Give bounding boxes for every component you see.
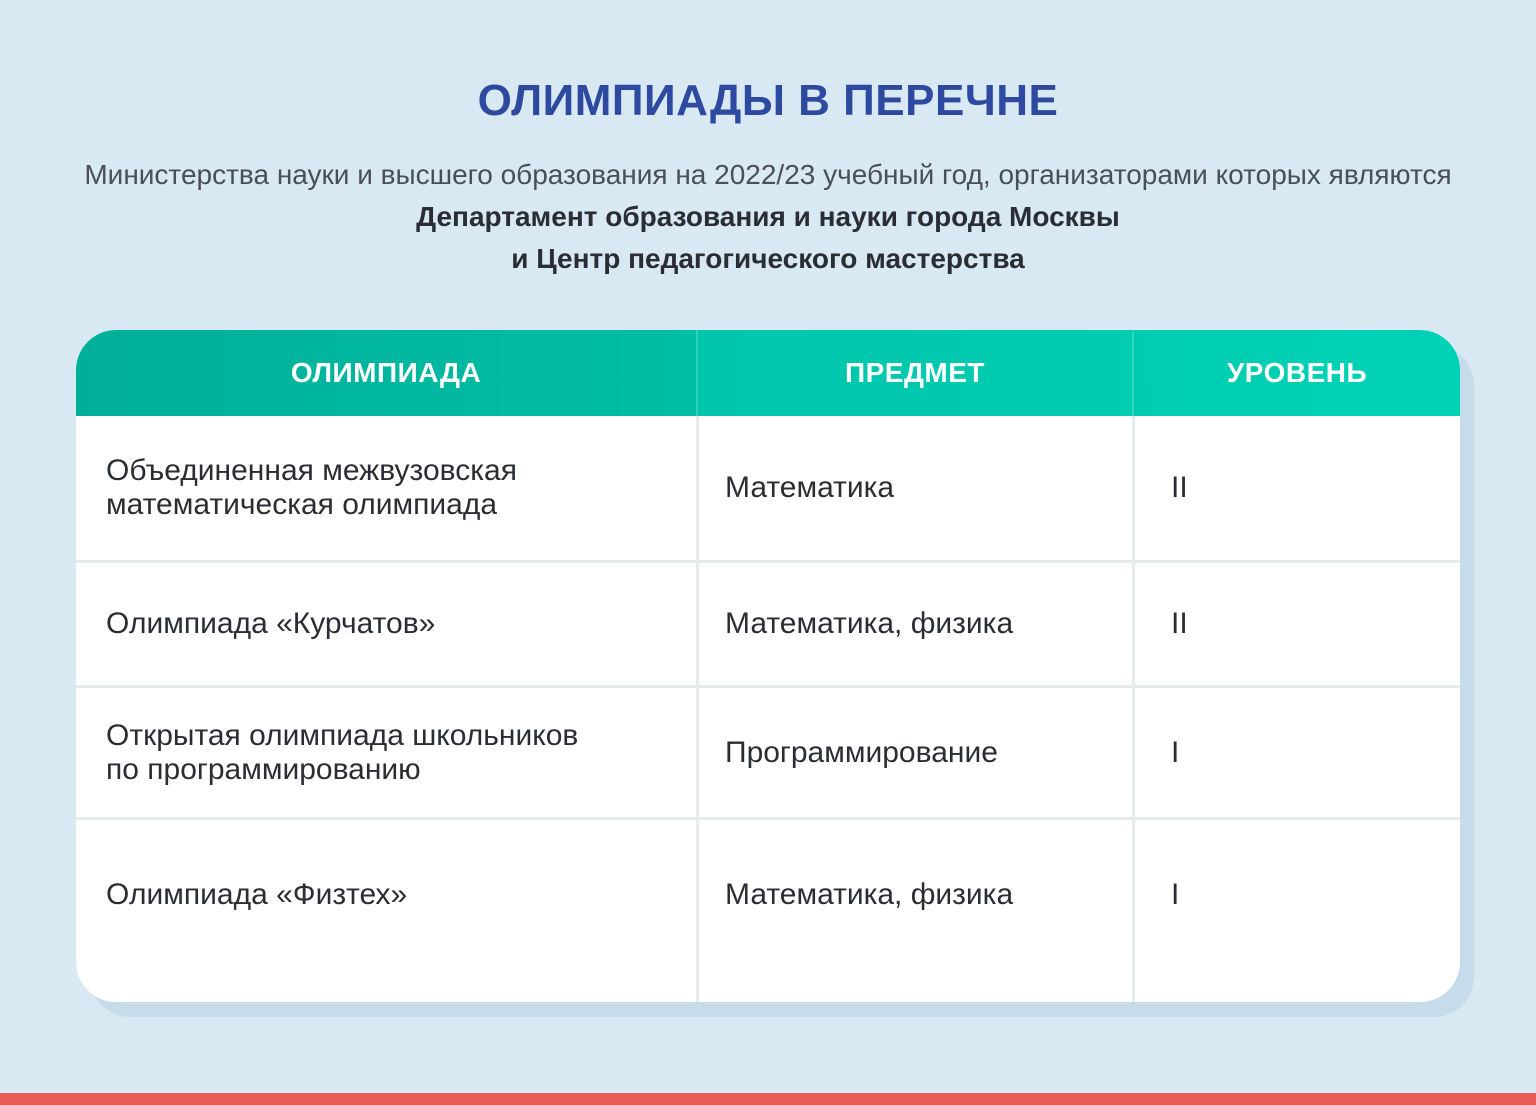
cell-olympiad bbox=[76, 416, 696, 560]
cell-level: II bbox=[1132, 416, 1460, 560]
cell-olympiad bbox=[76, 820, 696, 1002]
cell-subject: Математика bbox=[696, 416, 1132, 560]
table-header bbox=[76, 330, 1460, 416]
bottom-accent-bar bbox=[0, 1093, 1536, 1105]
header-level: УРОВЕНЬ bbox=[1132, 330, 1460, 416]
cell-olympiad bbox=[76, 563, 696, 685]
cell-level: II bbox=[1132, 563, 1460, 685]
table-row bbox=[76, 416, 1460, 563]
header-subject: ПРЕДМЕТ bbox=[696, 330, 1132, 416]
subtitle-organizer-2: и Центр педагогического мастерства bbox=[511, 243, 1025, 274]
subtitle-text: Министерства науки и высшего образования на 2022/23 учебный год, организаторами которых являются bbox=[84, 159, 1452, 190]
cell-level: I bbox=[1132, 688, 1460, 817]
cell-subject: Математика, физика bbox=[696, 820, 1132, 1002]
cell-level: I bbox=[1132, 820, 1460, 1002]
olympiad-name-line: по программированию bbox=[106, 752, 421, 786]
olympiad-table bbox=[76, 330, 1460, 1002]
page-title: ОЛИМПИАДЫ В ПЕРЕЧНЕ bbox=[477, 76, 1059, 125]
table-row bbox=[76, 820, 1460, 1002]
olympiad-name-line: Открытая олимпиада школьников bbox=[106, 718, 579, 752]
cell-subject: Математика, физика bbox=[696, 563, 1132, 685]
table-body bbox=[76, 416, 1460, 1002]
olympiad-name-line: Объединенная межвузовская bbox=[106, 454, 517, 487]
table-row bbox=[76, 688, 1460, 820]
olympiad-name-line: математическая олимпиада bbox=[106, 488, 498, 521]
table-row bbox=[76, 563, 1460, 688]
cell-subject: Программирование bbox=[696, 688, 1132, 817]
olympiad-name-line: Олимпиада «Курчатов» bbox=[106, 607, 436, 640]
cell-olympiad bbox=[76, 688, 696, 817]
header-olympiad: ОЛИМПИАДА bbox=[76, 330, 696, 416]
subtitle-organizer-1: Департамент образования и науки города Москвы bbox=[416, 201, 1120, 232]
olympiad-name-line: Олимпиада «Физтех» bbox=[106, 878, 408, 911]
page-subtitle bbox=[60, 154, 1476, 280]
